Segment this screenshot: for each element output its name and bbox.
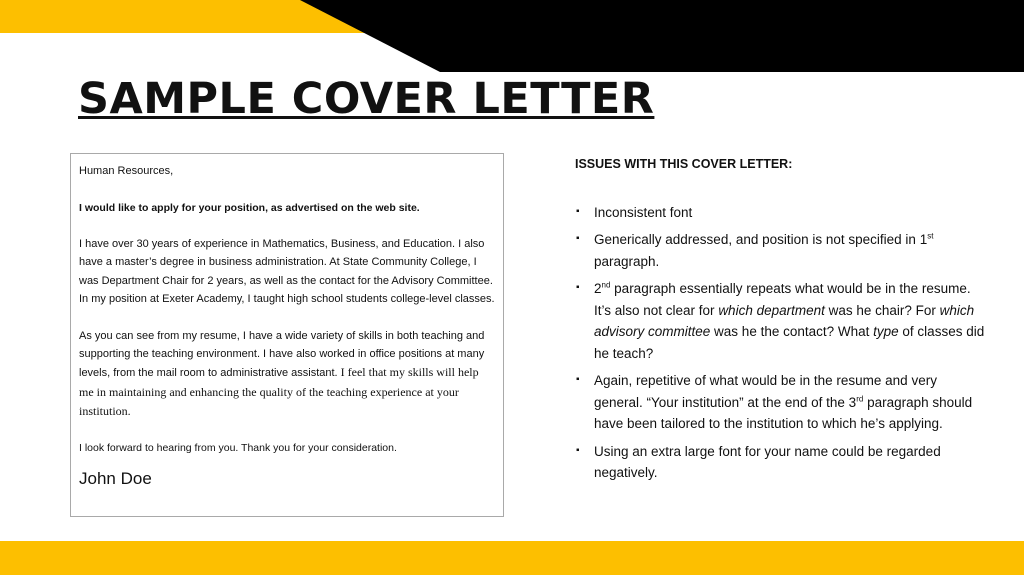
letter-paragraph-2-sans: As you can see from my resume, I have a wide variety of skills in both teaching and supporting the teaching environment. I have also worked in office positions at many levels, from the mail room to administrative assistant.	[79, 329, 485, 380]
square-bullet-icon: ▪	[576, 444, 580, 456]
top-black-wedge	[300, 0, 1024, 72]
issues-list	[575, 202, 985, 484]
issue-text: Again, repetitive of what would be in the resume and very general. “Your institution” at the end of the 3	[594, 373, 937, 410]
square-bullet-icon: ▪	[576, 374, 580, 385]
issue-text: paragraph should have been tailored to the institution to which he’s applying.	[594, 394, 973, 431]
issue-text: paragraph.	[594, 253, 660, 269]
square-bullet-icon: ▪	[576, 205, 580, 217]
issues-heading: ISSUES WITH THIS COVER LETTER:	[575, 157, 793, 171]
letter-signature: John Doe	[79, 468, 152, 488]
issue-emphasis: which advisory committee	[594, 302, 975, 339]
letter-paragraph-2-serif: I feel that my skills will help me in maintaining and enhancing the quality of the teaching experience at your institution.	[79, 365, 479, 418]
page-title: SAMPLE COVER LETTER	[78, 74, 655, 124]
top-band-shapes	[0, 0, 1024, 72]
issue-item	[575, 441, 985, 484]
issue-superscript: rd	[856, 394, 864, 403]
issue-superscript: st	[927, 231, 934, 241]
issue-item	[575, 370, 985, 435]
letter-greeting: Human Resources,	[79, 165, 174, 177]
letter-paragraph-2	[79, 327, 495, 421]
issue-emphasis: which department	[718, 302, 825, 318]
issue-text: Generically addressed, and position is not specified in 1	[594, 232, 928, 247]
top-decorative-band	[0, 0, 1024, 72]
sample-letter-box	[70, 153, 504, 517]
issue-text: 2	[594, 281, 602, 296]
issue-text: was he chair? For	[824, 302, 940, 318]
issues-panel	[575, 154, 985, 490]
letter-paragraph-1: I have over 30 years of experience in Mathematics, Business, and Education. I also have a master’s degree in business administration. At State Community College, I was Department Chair for 2 years, as well as the contact for the Advisory Committee. In my position at Exeter Academy, I taught high school students college-level classes.	[79, 238, 495, 306]
square-bullet-icon: ▪	[576, 282, 580, 293]
issue-text: Inconsistent font	[594, 204, 693, 220]
issue-item	[575, 229, 985, 272]
issue-superscript: nd	[601, 280, 611, 290]
issue-text: paragraph essentially repeats what would be in the resume. It’s also not clear for	[594, 281, 971, 318]
letter-closing: I look forward to hearing from you. Thank you for your consideration.	[79, 442, 397, 455]
issue-item	[575, 278, 985, 364]
issue-emphasis: type	[873, 324, 899, 339]
issue-text: Using an extra large font for your name could be regarded negatively.	[594, 443, 941, 480]
issue-item	[575, 202, 985, 224]
bottom-yellow-band	[0, 541, 1024, 575]
letter-intro: I would like to apply for your position, as advertised on the web site.	[79, 201, 420, 214]
issue-text: was he the contact? What	[710, 324, 874, 339]
square-bullet-icon: ▪	[576, 233, 580, 244]
issue-text: of classes did he teach?	[594, 324, 985, 361]
